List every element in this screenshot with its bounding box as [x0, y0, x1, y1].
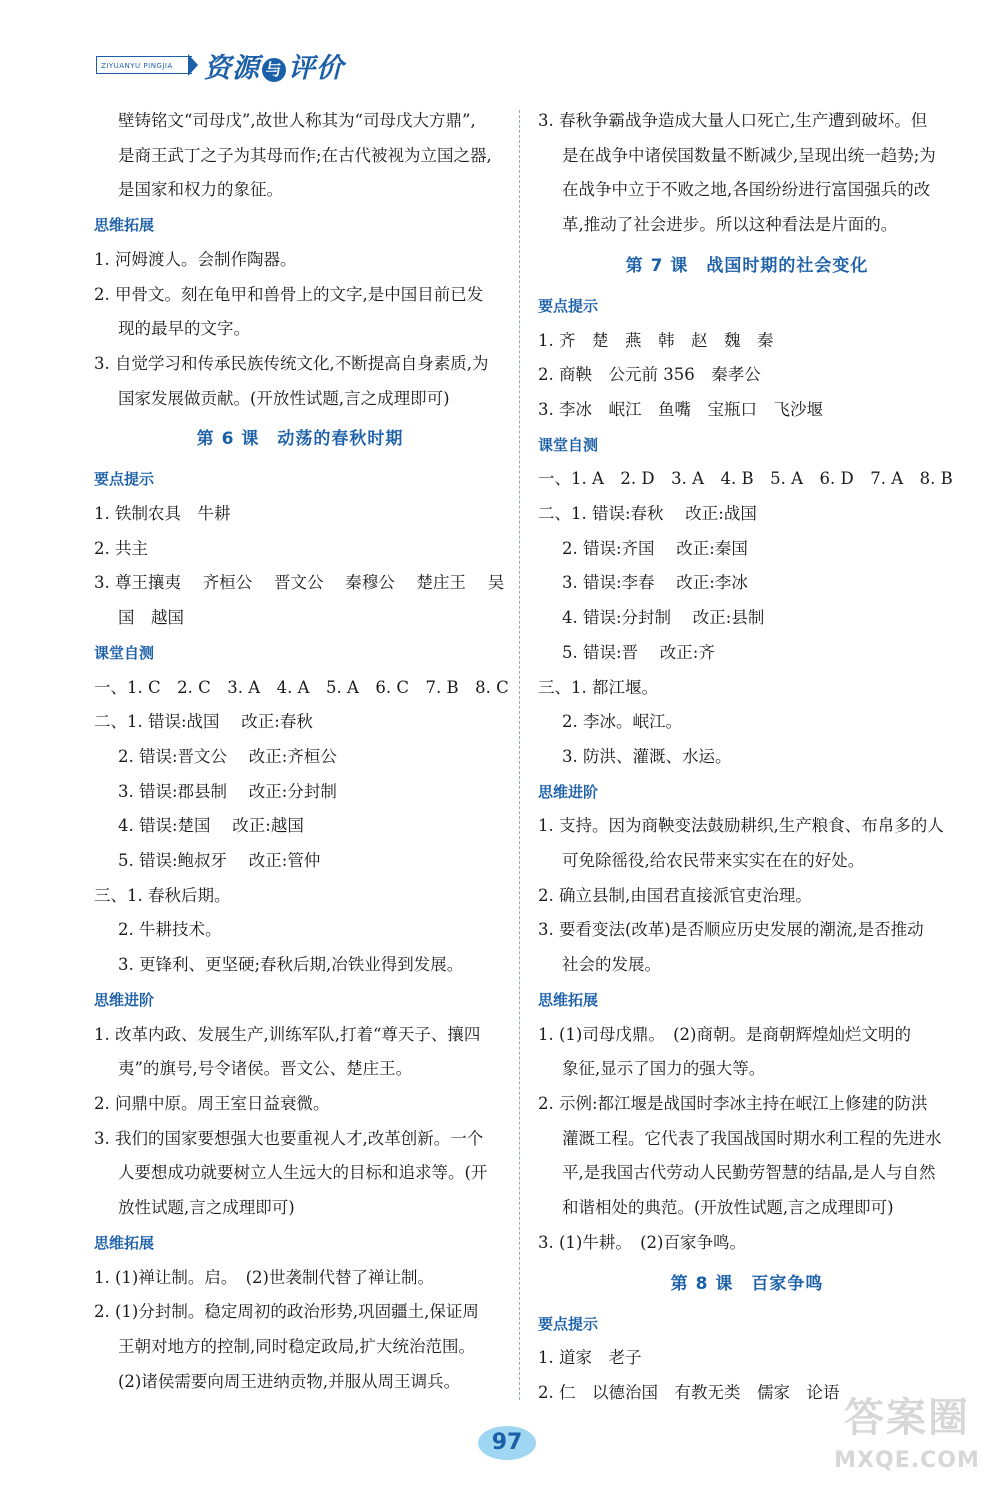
- answer-line: 国 越国: [118, 608, 184, 628]
- answer-line: 是国家和权力的象征。: [118, 180, 283, 200]
- answer-line: 2. 错误:晋文公 改正:齐桓公: [118, 746, 337, 766]
- answer-line: 3. 更锋利、更坚硬;春秋后期,冶铁业得到发展。: [118, 955, 464, 975]
- answer-line: 2. (1)分封制。稳定周初的政治形势,巩固疆土,保证周: [94, 1302, 479, 1322]
- section-heading: 课堂自测: [538, 435, 599, 454]
- header-pinyin: ZIYUANYU PINGJIA: [96, 56, 192, 74]
- answer-line: 1. 支持。因为商鞅变法鼓励耕织,生产粮食、布帛多的人: [538, 816, 944, 836]
- section-heading: 要点提示: [94, 470, 155, 489]
- answer-line: 平,是我国古代劳动人民勤劳智慧的结晶,是人与自然: [562, 1163, 936, 1183]
- answer-line: 象征,显示了国力的强大等。: [562, 1059, 766, 1079]
- answer-line: 革,推动了社会进步。所以这种看法是片面的。: [562, 215, 898, 235]
- section-heading: 要点提示: [538, 296, 599, 315]
- answer-line: 是在战争中诸侯国数量不断减少,呈现出统一趋势;为: [562, 145, 936, 165]
- section-heading: 要点提示: [538, 1314, 599, 1333]
- answer-line: 放性试题,言之成理即可): [118, 1198, 295, 1218]
- lesson-title: 第 7 课 战国时期的社会变化: [625, 255, 869, 276]
- answer-line: 1. 道家 老子: [538, 1348, 642, 1368]
- answer-line: 3. 春秋争霸战争造成大量人口死亡,生产遭到破坏。但: [538, 111, 928, 130]
- answer-line: 三、1. 春秋后期。: [94, 885, 231, 905]
- answer-line: 1. (1)司母戊鼎。 (2)商朝。是商朝辉煌灿烂文明的: [538, 1024, 911, 1044]
- book-title: [204, 46, 344, 85]
- book-title-mid: 与: [262, 58, 286, 82]
- answer-line: 4. 错误:分封制 改正:县制: [562, 608, 765, 628]
- answer-line: 1. 河姆渡人。会制作陶器。: [94, 249, 297, 269]
- watermark-cn: 答案圈: [844, 1395, 970, 1441]
- answer-line: 王朝对地方的控制,同时稳定政局,扩大统治范围。: [118, 1336, 475, 1356]
- answer-line: 是商王武丁之子为其母而作;在古代被视为立国之器,: [118, 145, 492, 165]
- page-number: 97: [478, 1426, 536, 1460]
- answer-line: 2. 示例:都江堰是战国时李冰主持在岷江上修建的防洪: [538, 1093, 928, 1113]
- answer-line: 3. 自觉学习和传承民族传统文化,不断提高自身素质,为: [94, 353, 489, 373]
- lesson-title: 第 6 课 动荡的春秋时期: [196, 429, 404, 450]
- answer-line: 3. (1)牛耕。 (2)百家争鸣。: [538, 1232, 746, 1252]
- answer-line: 2. 牛耕技术。: [118, 920, 222, 940]
- answer-line: 2. 李冰。岷江。: [562, 712, 682, 732]
- watermark-en: MXQE.COM: [834, 1448, 980, 1473]
- answer-line: 3. 我们的国家要想强大也要重视人才,改革创新。一个: [94, 1128, 484, 1148]
- answer-line: 3. 错误:郡县制 改正:分封制: [118, 781, 337, 801]
- answer-line: 1. (1)禅让制。启。 (2)世袭制代替了禅让制。: [94, 1267, 434, 1287]
- answer-line: 2. 甲骨文。刻在龟甲和兽骨上的文字,是中国目前已发: [94, 284, 484, 304]
- answer-line: 1. 齐 楚 燕 韩 赵 魏 秦: [538, 330, 774, 350]
- book-header: [96, 44, 356, 84]
- answer-line: 1. 铁制农具 牛耕: [94, 504, 231, 524]
- answer-line: 3. 李冰 岷江 鱼嘴 宝瓶口 飞沙堰: [538, 399, 823, 419]
- answer-line: 4. 错误:楚国 改正:越国: [118, 816, 304, 836]
- answer-line: 2. 问鼎中原。周王室日益衰微。: [94, 1093, 330, 1113]
- answer-line: 3. 防洪、灌溉、水运。: [562, 746, 732, 766]
- book-title-post: 评价: [288, 53, 344, 84]
- lesson-title: 第 8 课 百家争鸣: [670, 1273, 824, 1294]
- left-column: [94, 104, 509, 1399]
- answer-line: 2. 仁 以德治国 有教无类 儒家 论语: [538, 1382, 840, 1402]
- answer-line: 现的最早的文字。: [118, 319, 250, 339]
- answer-line: 三、1. 都江堰。: [538, 677, 658, 697]
- section-heading: 思维拓展: [538, 990, 599, 1009]
- answer-line: 2. 共主: [94, 538, 148, 558]
- answer-line: 社会的发展。: [562, 955, 661, 975]
- book-title-pre: 资源: [204, 53, 260, 84]
- answer-line: 3. 错误:李春 改正:李冰: [562, 573, 748, 593]
- section-heading: 思维拓展: [94, 216, 155, 235]
- answer-line: 5. 错误:晋 改正:齐: [562, 642, 715, 662]
- answer-line: 2. 确立县制,由国君直接派官吏治理。: [538, 885, 812, 905]
- answer-line: 在战争中立于不败之地,各国纷纷进行富国强兵的改: [562, 180, 931, 200]
- answer-line: 一、1. A 2. D 3. A 4. B 5. A 6. D 7. A 8. B: [538, 469, 953, 489]
- section-heading: 思维进阶: [94, 990, 155, 1009]
- section-heading: 课堂自测: [94, 643, 155, 662]
- answer-line: 2. 商鞅 公元前 356 秦孝公: [538, 365, 761, 385]
- answer-line: 人要想成功就要树立人生远大的目标和追求等。(开: [118, 1163, 488, 1183]
- answer-line: 3. 尊王攘夷 齐桓公 晋文公 秦穆公 楚庄王 吴: [94, 573, 505, 593]
- answer-line: (2)诸侯需要向周王进纳贡物,并服从周王调兵。: [118, 1371, 461, 1391]
- answer-line: 二、1. 错误:战国 改正:春秋: [94, 712, 313, 732]
- answer-line: 2. 错误:齐国 改正:秦国: [562, 538, 748, 558]
- arrow-icon: [188, 54, 198, 76]
- answer-line: 灌溉工程。它代表了我国战国时期水利工程的先进水: [562, 1128, 942, 1148]
- answer-line: 和谐相处的典范。(开放性试题,言之成理即可): [562, 1198, 894, 1218]
- answer-line: 夷”的旗号,号令诸侯。晋文公、楚庄王。: [118, 1059, 413, 1079]
- answer-line: 3. 要看变法(改革)是否顺应历史发展的潮流,是否推动: [538, 920, 924, 940]
- watermark: [822, 1390, 992, 1494]
- answer-line: 国家发展做贡献。(开放性试题,言之成理即可): [118, 388, 450, 408]
- answer-line: 壁铸铭文“司母戊”,故世人称其为“司母戊大方鼎”,: [118, 111, 476, 130]
- answer-line: 1. 改革内政、发展生产,训练军队,打着“尊天子、攘四: [94, 1024, 481, 1044]
- section-heading: 思维拓展: [94, 1233, 155, 1252]
- section-heading: 思维进阶: [538, 782, 599, 801]
- answer-line: 5. 错误:鲍叔牙 改正:管仲: [118, 851, 321, 871]
- answer-line: 可免除徭役,给农民带来实实在在的好处。: [562, 851, 865, 871]
- right-column: [538, 104, 956, 1411]
- answer-line: 一、1. C 2. C 3. A 4. A 5. A 6. C 7. B 8. C: [94, 677, 509, 697]
- answer-line: 二、1. 错误:春秋 改正:战国: [538, 504, 757, 524]
